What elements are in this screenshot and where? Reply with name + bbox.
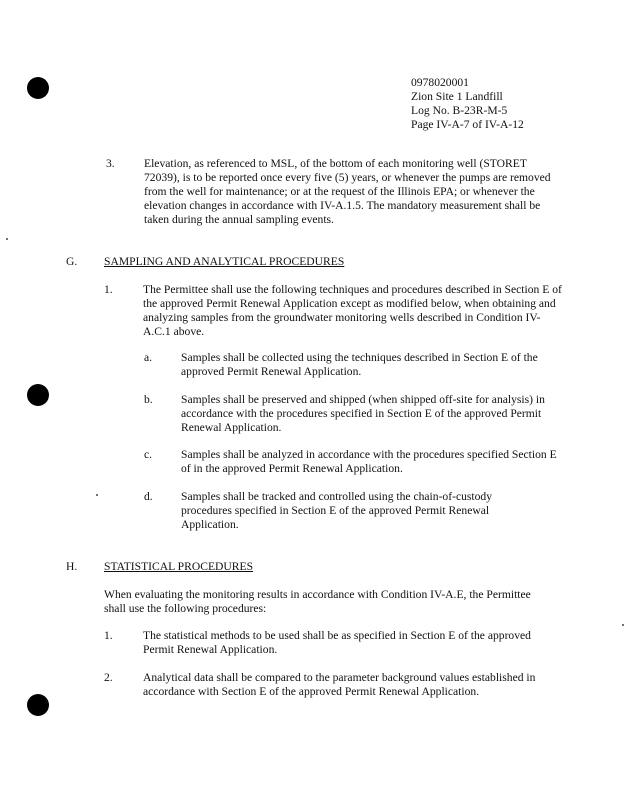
- subitem-text: Samples shall be tracked and controlled using the chain-of-custody procedures specified in Section E of the approved Permit Renewal Application.: [181, 490, 493, 531]
- section-title: STATISTICAL PROCEDURES: [104, 560, 254, 573]
- subitem-text: Samples shall be analyzed in accordance with the procedures specified Section E of in the approved Permit Renewal Application.: [181, 448, 557, 475]
- doc-id: 0978020001: [411, 76, 469, 89]
- section-letter: G.: [66, 255, 78, 268]
- section-intro: When evaluating the monitoring results in accordance with Condition IV-A.E, the Permittee shall use the following procedures:: [104, 588, 531, 615]
- item-number: 1.: [104, 283, 113, 296]
- subitem-letter: c.: [144, 448, 153, 461]
- scan-speck: [96, 494, 98, 496]
- punch-hole-middle: [27, 384, 49, 406]
- item-text: The statistical methods to be used shall be as specified in Section E of the approved Permit Renewal Application.: [143, 629, 531, 656]
- section-title: SAMPLING AND ANALYTICAL PROCEDURES: [104, 255, 345, 268]
- scan-speck: [6, 238, 8, 240]
- punch-hole-bottom: [27, 694, 49, 716]
- punch-hole-top: [27, 77, 49, 99]
- page-number: Page IV-A-7 of IV-A-12: [411, 118, 524, 131]
- section-letter: H.: [66, 560, 78, 573]
- subitem-text: Samples shall be preserved and shipped (when shipped off-site for analysis) in accordance with the procedures specified in Section E of the approved Permit Renewal Application.: [181, 393, 545, 434]
- subitem-letter: b.: [144, 393, 153, 406]
- item-text: Elevation, as referenced to MSL, of the bottom of each monitoring well (STORET 72039), is to be reported once every five (5) years, or whenever the pumps are removed from the well for maintenance; or at the request of the Illinois EPA; or whenever the elevation changes in accordance with IV-A.1.5. The mandatory measurement shall be taken during the annual sampling events.: [144, 157, 551, 226]
- subitem-text: Samples shall be collected using the techniques described in Section E of the approved Permit Renewal Application.: [181, 351, 538, 378]
- scan-speck: [622, 624, 624, 626]
- subitem-letter: a.: [144, 351, 153, 364]
- log-number: Log No. B-23R-M-5: [411, 104, 508, 117]
- item-number: 3.: [106, 157, 115, 170]
- site-name: Zion Site 1 Landfill: [411, 90, 503, 103]
- document-header: [411, 76, 611, 132]
- item-number: 2.: [104, 671, 113, 684]
- subitem-letter: d.: [144, 490, 153, 503]
- item-text: The Permittee shall use the following techniques and procedures described in Section E of the approved Permit Renewal Application except as modified below, when obtaining and analyzing samples from the groundwater monitoring wells described in Condition IV-A.C.1 above.: [143, 283, 562, 338]
- item-number: 1.: [104, 629, 113, 642]
- item-text: Analytical data shall be compared to the parameter background values established in accordance with Section E of the approved Permit Renewal Application.: [143, 671, 536, 698]
